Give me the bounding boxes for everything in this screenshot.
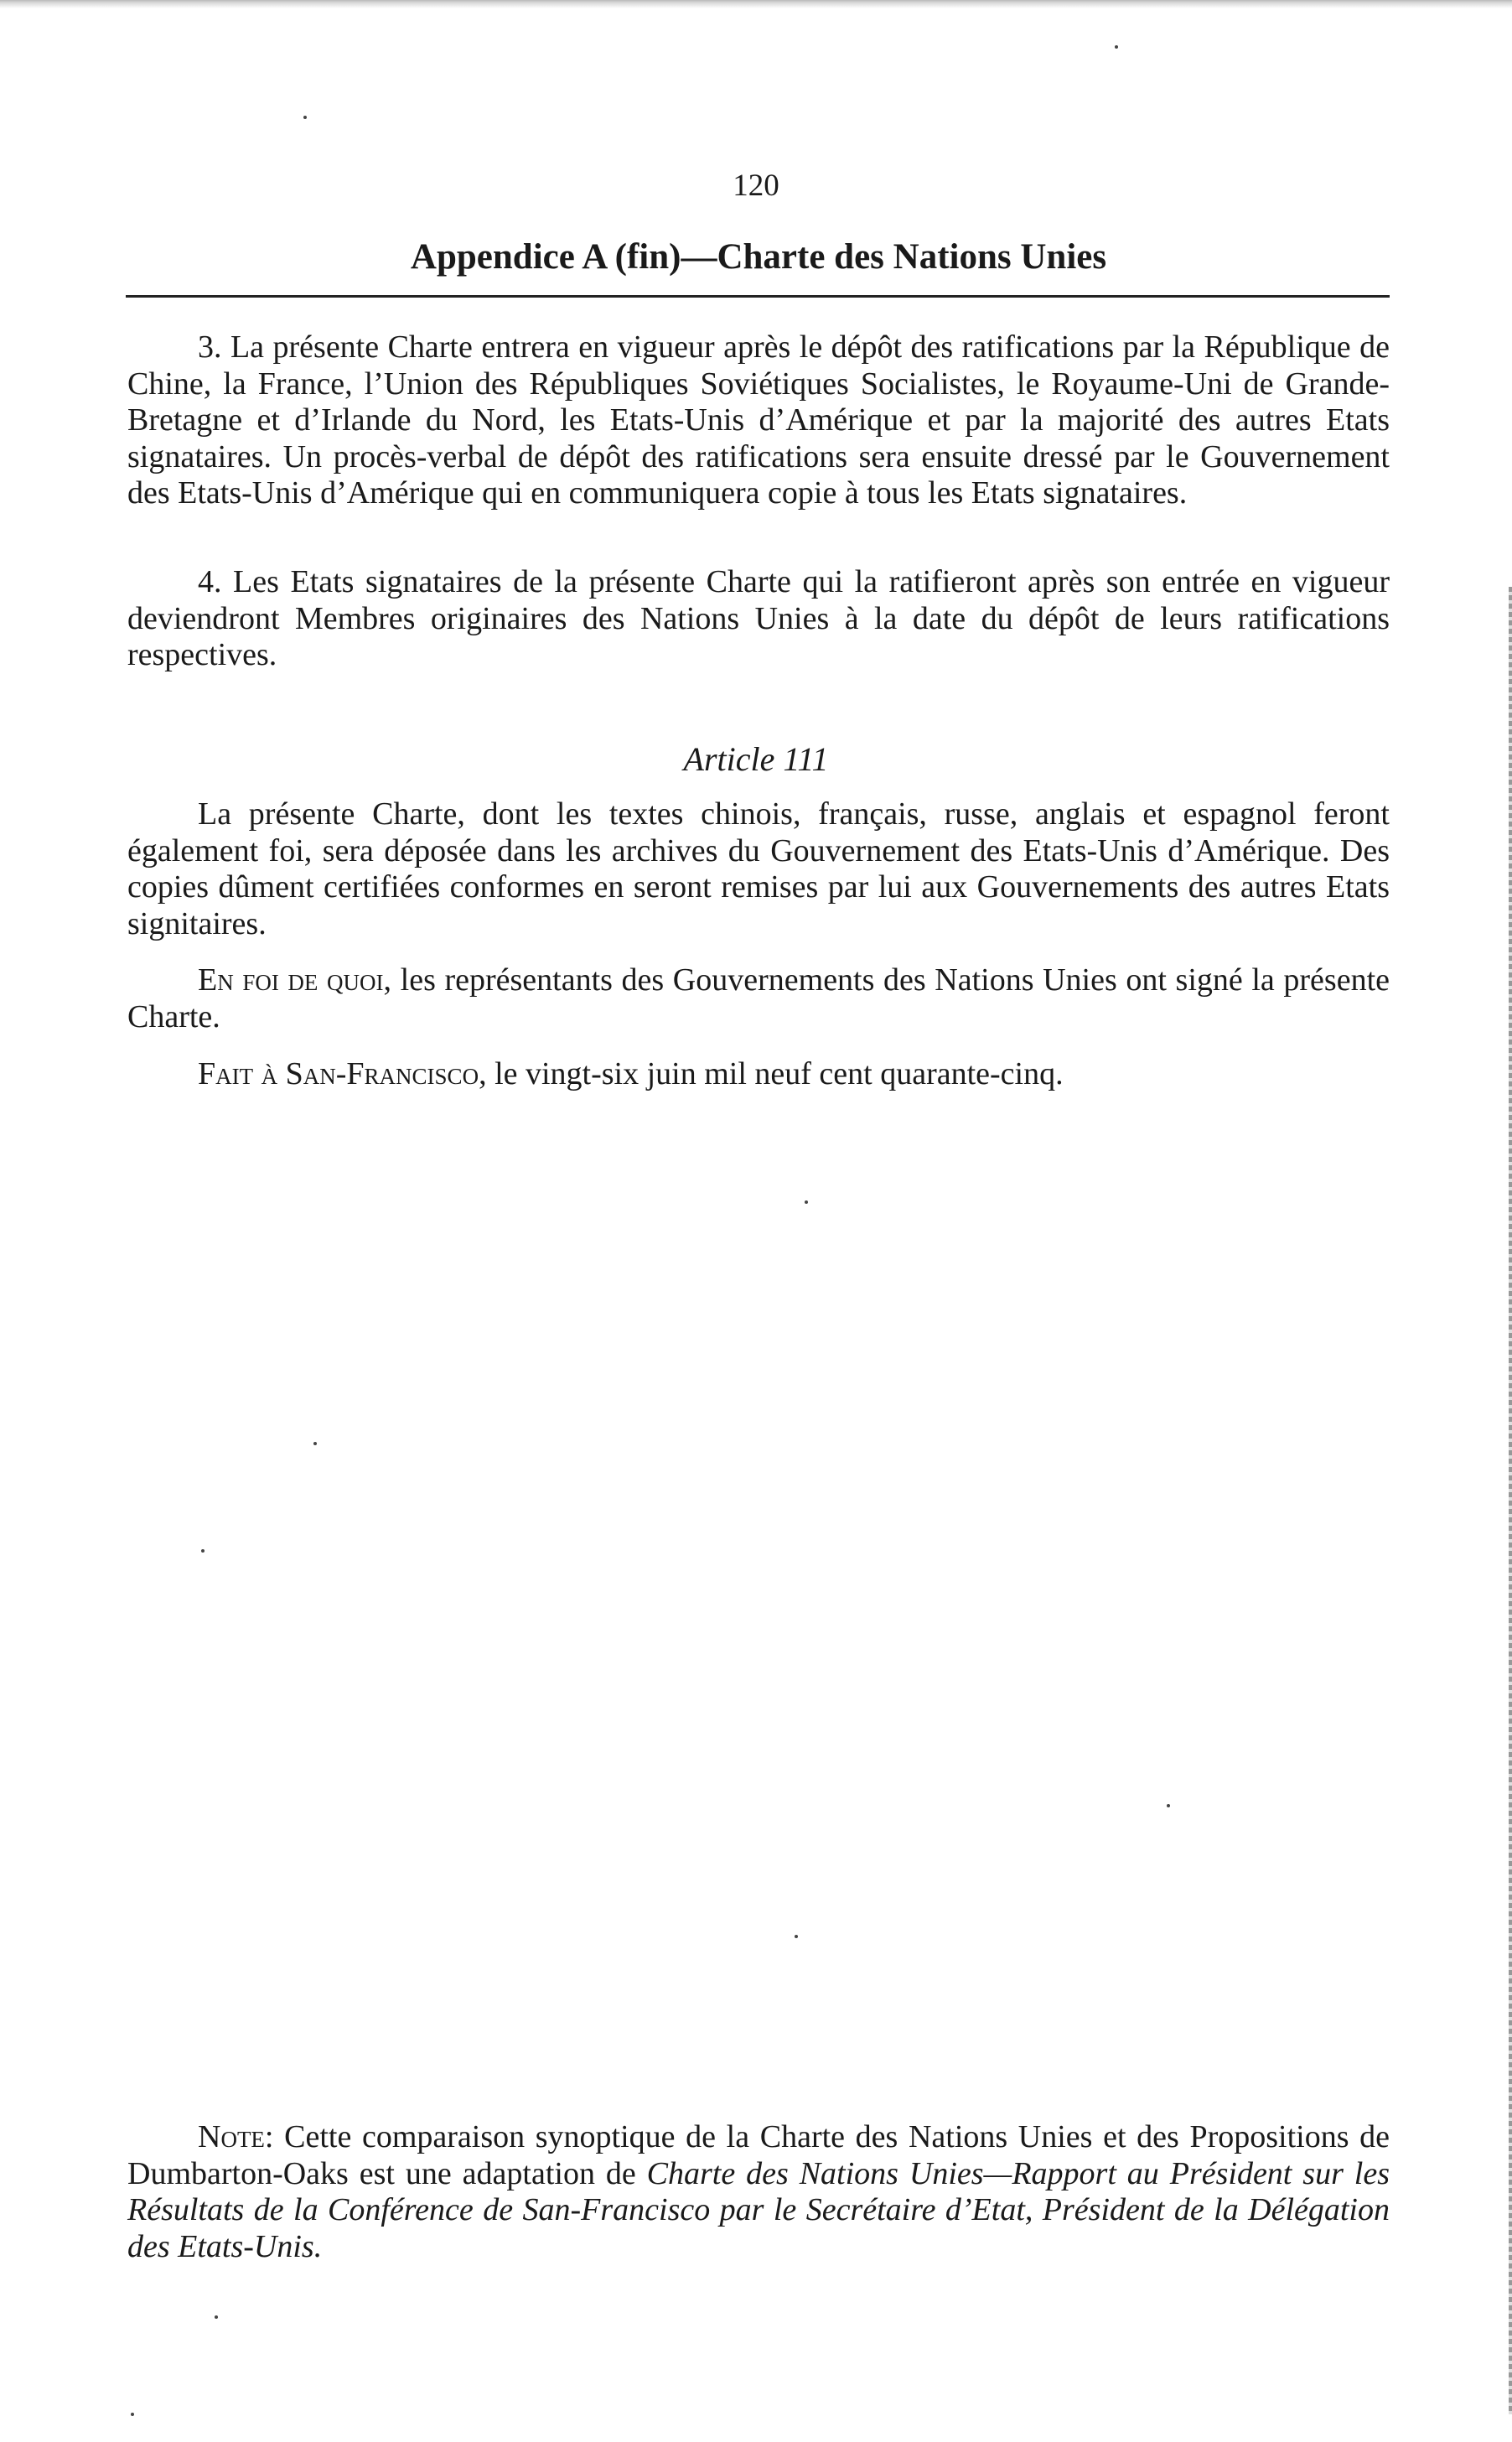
fait-paragraph [127, 1056, 1390, 1093]
article-heading: Article 111 [683, 740, 829, 778]
fait-block [127, 1056, 1390, 1093]
paragraph-4-block [127, 564, 1390, 674]
en-foi-paragraph [127, 962, 1390, 1035]
scan-right-edge [1509, 587, 1512, 2414]
scan-speck [1167, 1804, 1170, 1807]
note-text: Cette comparaison synoptique de la Charte des Nations Unies et des Propositions de Dumbarton-Oaks est une adaptation de [127, 2119, 1390, 2191]
scan-speck [1115, 45, 1118, 49]
paragraph-3: 3. La présente Charte entrera en vigueur après le dépôt des ratifications par la République de Chine, la France, l’Union des Républiques Soviétiques Socialistes, le Royaume-Uni de Grande-Bretagne et d’Irlande du Nord, les Etats-Unis d’Amérique et par la majorité des autres Etats signataires. Un procès-verbal de dépôt des ratifications sera ensuite dressé par le Gouvernement des Etats-Unis d’Amérique qui en communiquera copie à tous les Etats signataires. [127, 329, 1390, 511]
en-foi-text: les représentants des Gouvernements des Nations Unies ont signé la présente Charte. [127, 962, 1390, 1034]
note-source-title: Charte des Nations Unies—Rapport au Président sur les Résultats de la Conférence de San-Francisco par le Secrétaire d’Etat, Président de la Délégation des Etats-Unis. [127, 2155, 1390, 2264]
scan-speck [303, 116, 307, 119]
paragraph-3-block [127, 329, 1390, 512]
article-111-block [127, 796, 1390, 942]
scan-speck [795, 1935, 798, 1938]
note-block [127, 2119, 1390, 2265]
scan-top-edge [0, 0, 1512, 8]
scan-speck [201, 1549, 205, 1553]
scan-speck [313, 1442, 317, 1445]
page-number: 120 [733, 169, 779, 203]
article-111-text: La présente Charte, dont les textes chinois, français, russe, anglais et espagnol feront également foi, sera déposée dans les archives du Gouvernement des Etats-Unis d’Amérique. Des copies dûment certifiées conformes en seront remises par lui aux Gouvernements des autres Etats signitaires. [127, 796, 1390, 941]
scan-speck [215, 2315, 218, 2319]
running-head: Appendice A (fin)—Charte des Nations Unies [410, 237, 1107, 277]
header-rule [126, 295, 1390, 298]
en-foi-lead: En foi de quoi, [198, 962, 392, 998]
en-foi-block [127, 962, 1390, 1035]
scan-speck [805, 1200, 808, 1204]
paragraph-4: 4. Les Etats signataires de la présente Charte qui la ratifieront après son entrée en vigueur deviendront Membres originaires des Nations Unies à la date du dépôt de leurs ratifications respectives. [127, 564, 1390, 672]
fait-lead: Fait à San-Francisco, [198, 1056, 487, 1091]
note-paragraph [127, 2119, 1390, 2265]
fait-text: le vingt-six juin mil neuf cent quarante-cinq. [486, 1056, 1064, 1091]
scan-speck [131, 2413, 134, 2416]
note-lead: Note: [198, 2119, 274, 2154]
